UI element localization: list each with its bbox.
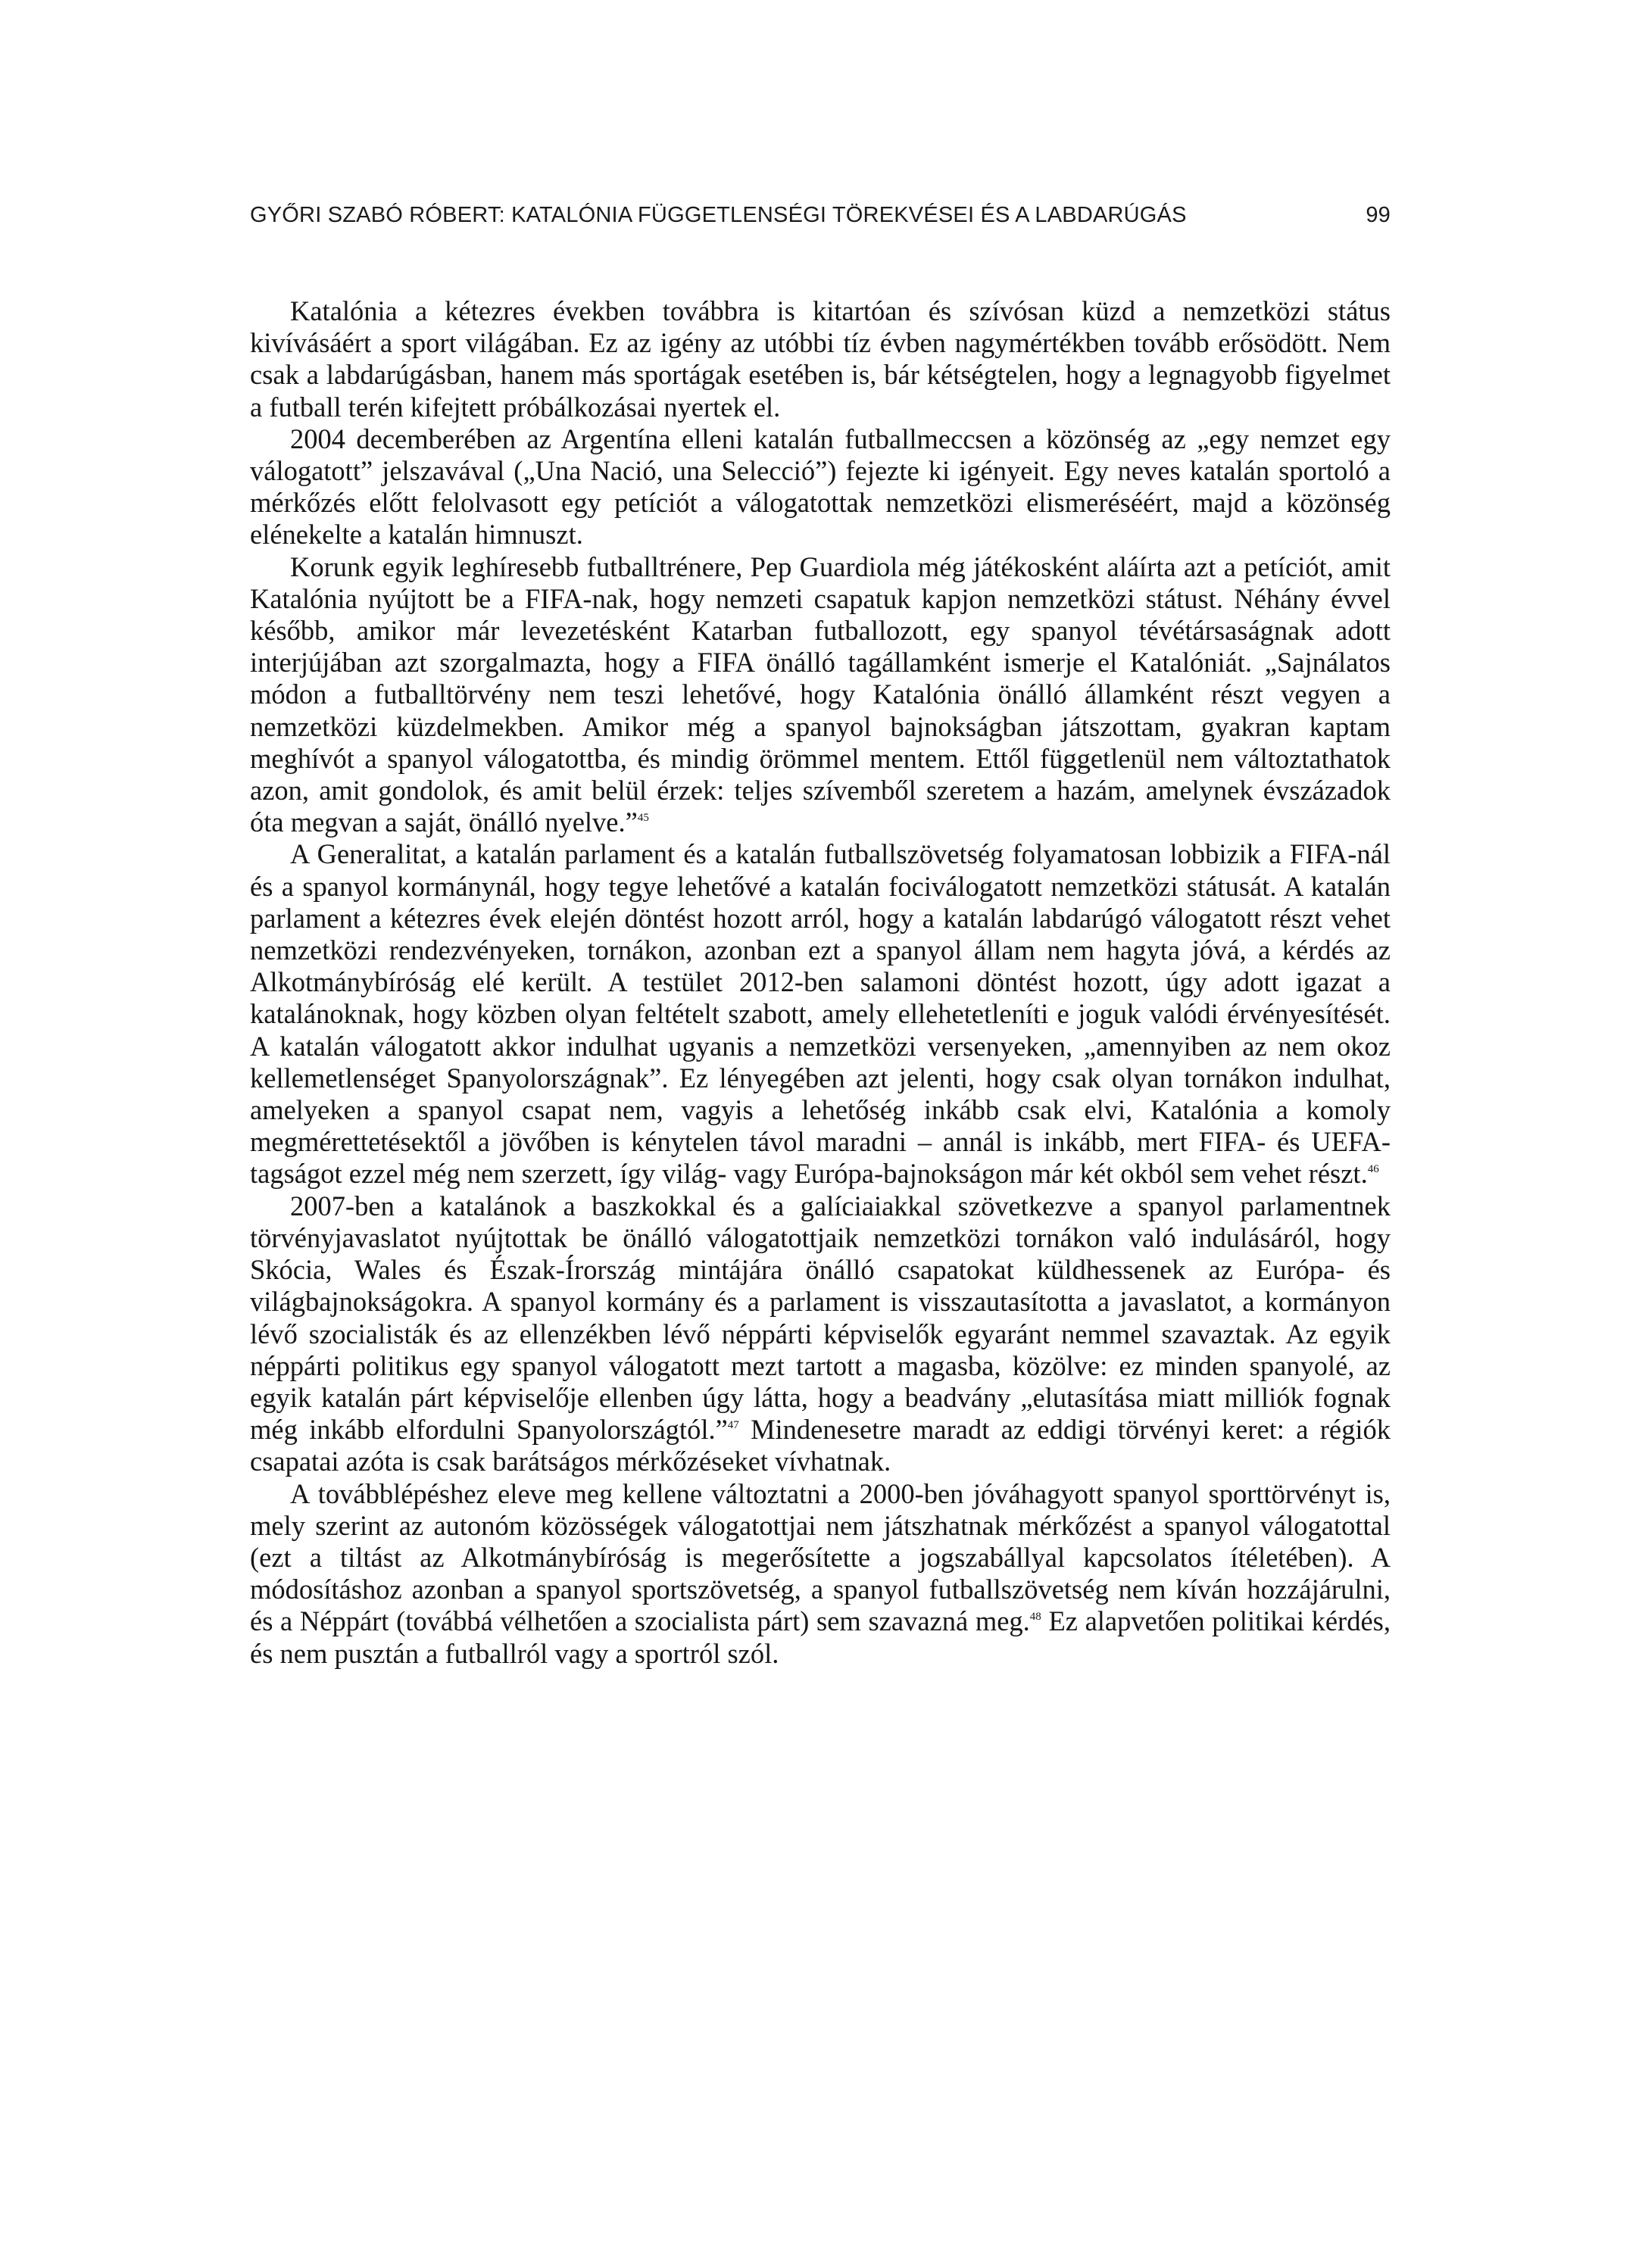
footnote-reference: 46 <box>1367 1163 1379 1176</box>
paragraph-text: A továbblépéshez eleve meg kellene változtatni a 2000-ben jóváhagyott spanyol sporttörvényt is, mely szerint az autonóm közösségek válogatottjai nem játszhatnak mérkőzést a spanyol válogatottal (ezt a tiltást az Alkotmánybíróság is megerősítette a jogszabállyal kapcsolatos ítéletében). A módosításhoz azonban a spanyol sportszövetség, a spanyol futballszövetség nem kíván hozzájárulni, és a Néppárt (továbbá vélhetően a szocialista párt) sem szavazná meg. <box>250 1477 1391 1637</box>
page-number: 99 <box>1366 203 1391 227</box>
running-header-title: GYŐRI SZABÓ RÓBERT: KATALÓNIA FÜGGETLENSÉGI TÖREKVÉSEI ÉS A LABDARÚGÁS <box>250 203 1187 227</box>
paragraph-text-continued: Ez alapvetően politikai kérdés, és nem pusztán a futballról vagy a sportról szól. <box>250 1605 1391 1669</box>
paragraph <box>250 295 1391 423</box>
paragraph-text: Korunk egyik leghíresebb futballtrénere, Pep Guardiola még játékosként aláírta azt a petíciót, amit Katalónia nyújtott be a FIFA-nak, hogy nemzeti csapatuk kapjon nemzetközi státust. Néhány évvel később, amikor már levezetésként Katarban futballozott, egy spanyol tévétársaságnak adott interjújában azt szorgalmazta, hogy a FIFA önálló tagállamként ismerje el Katalóniát. „Sajnálatos módon a futballtörvény nem teszi lehetővé, hogy Katalónia önálló államként részt vegyen a nemzetközi küzdelmekben. Amikor még a spanyol bajnokságban játszottam, gyakran kaptam meghívót a spanyol válogatottba, és mindig örömmel mentem. Ettől függetlenül nem változtathatok azon, amit gondolok, és amit belül érzek: teljes szívemből szeretem a hazám, amelynek évszázadok óta megvan a saját, önálló nyelve.” <box>250 551 1391 838</box>
paragraph-text: A Generalitat, a katalán parlament és a katalán futballszövetség folyamatosan lobbizik a FIFA-nál és a spanyol kormánynál, hogy tegye lehetővé a katalán fociválogatott nemzetközi státusát. A katalán parlament a kétezres évek elején döntést hozott arról, hogy a katalán labdarúgó válogatott részt vehet nemzetközi rendezvényeken, tornákon, azonban ezt a spanyol állam nem hagyta jóvá, a kérdés az Alkotmánybíróság elé került. A testület 2012-ben salamoni döntést hozott, úgy adott igazat a katalánoknak, hogy közben olyan feltételt szabott, amely ellehetetleníti e joguk valódi érvényesítését. A katalán válogatott akkor indulhat ugyanis a nemzetközi versenyeken, „amennyiben az nem okoz kellemetlenséget Spanyolországnak”. Ez lényegében azt jelenti, hogy csak olyan tornákon indulhat, amelyeken a spanyol csapat nem, vagyis a lehetőség inkább csak elvi, Katalónia a komoly megmérettetésektől a jövőben is kénytelen távol maradni – annál is inkább, mert FIFA- és UEFA-tagságot ezzel még nem szerzett, így világ- vagy Európa-bajnokságon már két okból sem vehet részt. <box>250 838 1391 1190</box>
body-text <box>250 295 1391 1670</box>
paragraph <box>250 1190 1391 1478</box>
running-header <box>250 203 1391 233</box>
paragraph <box>250 838 1391 1190</box>
paragraph-text-continued: Mindenesetre maradt az eddigi törvényi keret: a régiók csapatai azóta is csak barátságos mérkőzéseket vívhatnak. <box>250 1414 1391 1477</box>
paragraph-text: 2004 decemberében az Argentína elleni katalán futballmeccsen a közönség az „egy nemzet egy válogatott” jelszavával („Una Nació, una Selecció”) fejezte ki igényeit. Egy neves katalán sportoló a mérkőzés előtt felolvasott egy petíciót a válogatottak nemzetközi elismeréséért, majd a közönség elénekelte a katalán himnuszt. <box>250 423 1391 551</box>
paragraph <box>250 423 1391 551</box>
footnote-reference: 45 <box>637 812 649 825</box>
paragraph <box>250 1478 1391 1670</box>
paragraph-text: 2007-ben a katalánok a baszkokkal és a galíciaiakkal szövetkezve a spanyol parlamentnek törvényjavaslatot nyújtottak be önálló válogatottjaik nemzetközi tornákon való indulásáról, hogy Skócia, Wales és Észak-Írország mintájára önálló csapatokat küldhessenek az Európa- és világbajnokságokra. A spanyol kormány és a parlament is visszautasította a javaslatot, a kormányon lévő szocialisták és az ellenzékben lévő néppárti képviselők egyaránt nemmel szavaztak. Az egyik néppárti politikus egy spanyol válogatott mezt tartott a magasba, közölve: ez minden spanyolé, az egyik katalán párt képviselője ellenben úgy látta, hogy a beadvány „elutasítása miatt milliók fognak még inkább elfordulni Spanyolországtól.” <box>250 1190 1391 1446</box>
footnote-reference: 48 <box>1029 1611 1041 1624</box>
paragraph <box>250 551 1391 839</box>
footnote-reference: 47 <box>727 1419 739 1432</box>
paragraph-text: Katalónia a kétezres években továbbra is kitartóan és szívósan küzd a nemzetközi státus kivívásáért a sport világában. Ez az igény az utóbbi tíz évben nagymértékben tovább erősödött. Nem csak a labdarúgásban, hanem más sportágak esetében is, bár kétségtelen, hogy a legnagyobb figyelmet a futball terén kifejtett próbálkozásai nyertek el. <box>250 295 1391 423</box>
